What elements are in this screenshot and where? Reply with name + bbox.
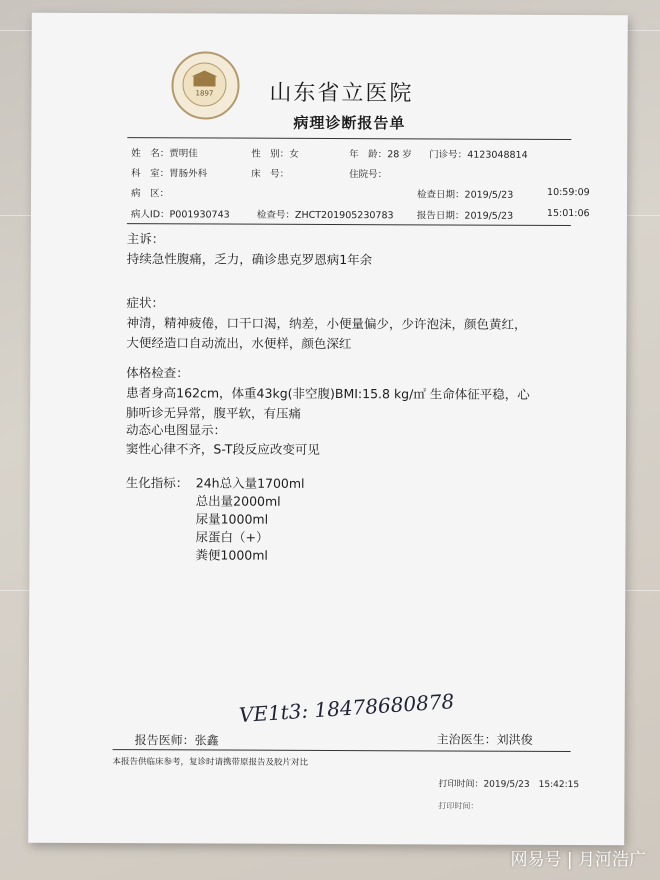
exam-no-label: 检查号：	[256, 209, 295, 221]
complaint-text: 持续急性腹痛，乏力，确诊患克罗恩病1年余	[126, 251, 373, 268]
symptoms-line-2: 大便经造口自动流出，水便样，颜色深红	[126, 335, 352, 352]
hospital-name: 山东省立医院	[269, 80, 414, 107]
age-label: 年 龄：	[349, 149, 388, 161]
header-divider	[127, 137, 571, 140]
inpatient-label: 住院号：	[349, 169, 388, 181]
report-date-label: 报告日期：	[416, 210, 465, 222]
exam-no: ZHCT201905230783	[294, 209, 394, 222]
biochem-item: 粪便1000ml	[195, 547, 268, 563]
patient-name: 贾明佳	[169, 148, 198, 160]
attending-doctor: 刘洪俊	[496, 732, 533, 747]
symptoms-heading: 症状：	[126, 295, 165, 311]
biochem-item: 总出量2000ml	[195, 493, 281, 509]
info-divider	[127, 223, 571, 226]
hospital-building-icon	[193, 76, 215, 86]
patient-gender: 女	[289, 148, 299, 160]
report-title: 病理诊断报告单	[293, 113, 406, 133]
handwritten-note: VE1t3: 18478680878	[238, 689, 455, 728]
ward-label: 病 区：	[131, 188, 170, 200]
biochem-label: 生化指标：	[125, 475, 189, 491]
report-time: 15:01:06	[546, 207, 590, 220]
exam-time: 10:59:09	[547, 186, 590, 199]
gender-label: 性 别：	[251, 148, 290, 160]
report-paper	[28, 13, 628, 846]
report-doctor: 张鑫	[194, 733, 219, 748]
print-time-label: 打印时间：	[438, 779, 484, 790]
complaint-heading: 主诉：	[126, 231, 165, 247]
patient-age: 28 岁	[387, 149, 412, 161]
exam-line-2: 肺听诊无异常，腹平软，有压痛	[126, 405, 302, 421]
dept-label: 科 室：	[131, 168, 170, 180]
exam-heading: 体格检查：	[126, 365, 189, 381]
logo-year: 1897	[195, 89, 214, 98]
watermark: 网易号 | 月河浩广	[510, 850, 646, 870]
print-label-lower: 打印时间：	[438, 801, 479, 811]
biochem-item: 24h总入量1700ml	[195, 475, 305, 491]
patient-id: P001930743	[169, 209, 230, 221]
patient-dept: 胃肠外科	[169, 168, 208, 180]
ecg-text: 窦性心律不齐，S-T段反应改变可见	[125, 441, 320, 457]
report-date: 2019/5/23	[464, 210, 514, 222]
report-doctor-label: 报告医师：	[134, 733, 195, 748]
bed-label: 床 号：	[251, 168, 290, 180]
patient-id-label: 病人ID：	[130, 209, 170, 221]
clinic-label: 门诊号：	[429, 149, 468, 161]
exam-date-label: 检查日期：	[416, 189, 465, 201]
exam-date: 2019/5/23	[464, 189, 514, 201]
footer-divider	[113, 749, 571, 752]
exam-line-1: 患者身高162cm，体重43kg(非空腹)BMI:15.8 kg/㎡ 生命体征平稳，心	[126, 385, 530, 402]
hospital-logo	[171, 51, 239, 119]
attending-label: 主治医生：	[436, 732, 497, 747]
biochem-item: 尿量1000ml	[195, 511, 269, 527]
biochem-item: 尿蛋白（+）	[195, 529, 269, 545]
ecg-heading: 动态心电图显示：	[125, 422, 227, 438]
clinic-no: 4123048814	[467, 149, 528, 161]
name-label: 姓 名：	[131, 148, 170, 160]
symptoms-line-1: 神清，精神疲倦，口干口渴，纳差，小便量偏少，少许泡沫，颜色黄红，	[126, 315, 527, 332]
print-date: 2019/5/23	[483, 779, 530, 790]
print-time: 15:42:15	[538, 779, 580, 791]
disclaimer: 本报告供临床参考，复诊时请携带原报告及胶片对比	[112, 757, 309, 768]
